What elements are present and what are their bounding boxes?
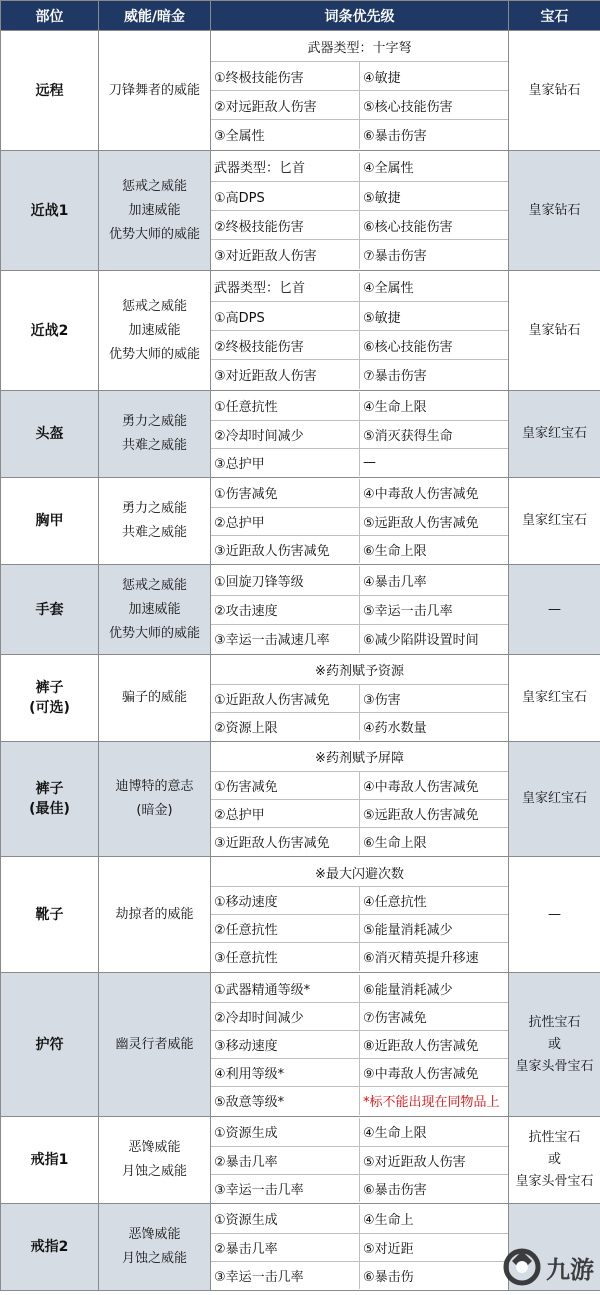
gem-name: 皇家头骨宝石: [515, 1058, 594, 1074]
priority-list: [211, 33, 508, 149]
priority-line: [211, 1003, 508, 1031]
priority-cell: [211, 1204, 509, 1291]
gem-cell: [509, 31, 600, 151]
gem-name: 皇家红宝石: [521, 791, 587, 806]
priority-cell: [211, 478, 509, 565]
part-cell: 头盔: [1, 391, 99, 478]
priority-list: [211, 743, 508, 855]
priority-cell: [211, 391, 509, 478]
priority-list: [211, 656, 508, 740]
affix-item: ④生命上: [360, 1205, 509, 1233]
power-name: 幽灵行者威能: [115, 1036, 194, 1052]
affix-item: ③移动速度: [211, 1031, 360, 1059]
affix-item: ⑥减少陷阱设置时间: [363, 633, 479, 649]
power-cell: [99, 565, 211, 655]
gem-name: 皇家钻石: [528, 202, 581, 218]
affix-item: ③任意抗性: [211, 943, 360, 971]
priority-line: [211, 33, 508, 62]
power-cell: [99, 742, 211, 857]
priority-note: ※最大闪避次数: [211, 859, 508, 887]
power-cell: [99, 151, 211, 271]
gem-name: 抗性宝石: [528, 1130, 581, 1145]
priority-line: [211, 915, 508, 943]
gem-cell: [509, 973, 600, 1117]
gem-name: 皇家钻石: [528, 82, 581, 98]
table-row: [1, 973, 600, 1117]
priority-line: [211, 799, 508, 827]
priority-line: [211, 153, 508, 182]
affix-item: ⑤能量消耗减少: [360, 915, 509, 943]
power-name: 加速威能: [128, 601, 181, 617]
affix-item: ⑤对近距: [360, 1233, 509, 1261]
affix-item: ③幸运一击几率: [211, 1261, 360, 1289]
gem-cell: [509, 271, 600, 391]
affix-item: ③近距敌人伤害减免: [211, 827, 360, 855]
jiuyou-logo-icon: [502, 1247, 542, 1287]
priority-cell: [211, 271, 509, 391]
part-cell: 远程: [1, 31, 99, 151]
power-name: 优势大师的威能: [108, 226, 200, 242]
affix-item: ⑤幸运一击几率: [360, 595, 509, 624]
affix-item: ⑤远距敌人伤害减免: [360, 799, 509, 827]
priority-line: [211, 1233, 508, 1261]
affix-item: ②终极技能伤害: [211, 331, 360, 360]
priority-line: [211, 624, 508, 653]
power-name: 骗子的威能: [121, 690, 187, 705]
priority-line: [211, 1261, 508, 1289]
priority-line: [211, 595, 508, 624]
affix-item: ⑦暴击伤害: [363, 248, 427, 264]
priority-line: [211, 273, 508, 302]
priority-line: [211, 887, 508, 915]
priority-cell: [211, 742, 509, 857]
power-cell: [99, 973, 211, 1117]
affix-item: ④生命上限: [360, 1118, 509, 1146]
priority-line: [211, 656, 508, 684]
affix-item: ④敏捷: [360, 62, 509, 91]
priority-line: [211, 392, 508, 420]
affix-item: ⑥暴击伤: [363, 1269, 414, 1285]
affix-item: ⑦伤害减免: [360, 1003, 509, 1031]
affix-item: ③对近距敌人伤害: [211, 240, 360, 269]
part-cell: 胸甲: [1, 478, 99, 565]
priority-cell: [211, 1117, 509, 1204]
affix-item: ⑥暴击伤害: [363, 1182, 427, 1198]
priority-line: [211, 1118, 508, 1146]
power-name: 勇力之威能: [121, 501, 187, 516]
priority-line: [211, 91, 508, 120]
power-name: 惩戒之威能: [121, 298, 187, 314]
table-body: [1, 31, 600, 1291]
affix-item: ⑦暴击伤害: [363, 368, 427, 384]
power-name: 惩戒之威能: [121, 178, 187, 194]
affix-item: ③对近距敌人伤害: [211, 360, 360, 389]
header-power: 威能/暗金: [99, 1, 211, 31]
table-row: [1, 857, 600, 973]
affix-item: ②总护甲: [211, 507, 360, 535]
affix-item: ③伤害: [360, 684, 509, 712]
priority-line: [211, 448, 508, 476]
affix-item: ④全属性: [360, 153, 509, 182]
affix-item: ②资源上限: [211, 712, 360, 740]
affix-item: ⑤敌意等级*: [211, 1087, 360, 1115]
priority-line: [211, 211, 508, 240]
gem-name: 皇家红宝石: [521, 690, 587, 705]
priority-line: [211, 479, 508, 507]
priority-list: [211, 392, 508, 476]
affix-item: ②攻击速度: [211, 595, 360, 624]
priority-line: [211, 743, 508, 771]
part-cell: 近战1: [1, 151, 99, 271]
affix-item: ③近距敌人伤害减免: [211, 535, 360, 563]
affix-item: ④任意抗性: [360, 887, 509, 915]
part-cell: 裤子 (最佳): [1, 742, 99, 857]
affix-item: ⑥生命上限: [363, 835, 427, 851]
affix-item: ①伤害减免: [211, 771, 360, 799]
part-cell: 戒指1: [1, 1117, 99, 1204]
affix-item: 武器类型：匕首: [211, 273, 360, 302]
priority-cell: [211, 31, 509, 151]
power-cell: [99, 1117, 211, 1204]
priority-line: [211, 771, 508, 799]
priority-line: [211, 62, 508, 91]
affix-item: ⑤敏捷: [360, 302, 509, 331]
table-row: [1, 742, 600, 857]
affix-item: ①资源生成: [211, 1118, 360, 1146]
gem-cell: [509, 391, 600, 478]
affix-item: ⑧近距敌人伤害减免: [360, 1031, 509, 1059]
table-row: [1, 655, 600, 742]
affix-item: ③全属性: [211, 120, 360, 149]
priority-line: [211, 1205, 508, 1233]
affix-item: ④药水数量: [363, 720, 427, 736]
priority-line: [211, 507, 508, 535]
watermark-text: 九游: [546, 1255, 594, 1284]
gem-cell: [509, 151, 600, 271]
priority-line: [211, 331, 508, 360]
priority-line: [211, 827, 508, 855]
power-cell: [99, 655, 211, 742]
part-cell: 护符: [1, 973, 99, 1117]
affix-item: ①资源生成: [211, 1205, 360, 1233]
priority-line: [211, 859, 508, 887]
affix-item: ④中毒敌人伤害减免: [360, 771, 509, 799]
gem-name: 皇家红宝石: [521, 513, 587, 528]
affix-item: ⑥暴击伤害: [363, 128, 427, 144]
table-header: [1, 1, 600, 31]
affix-item: ②暴击几率: [211, 1146, 360, 1174]
table-row: [1, 151, 600, 271]
affix-item: ⑥生命上限: [363, 543, 427, 559]
table-row: [1, 271, 600, 391]
affix-item: ①高DPS: [211, 302, 360, 331]
affix-item: ④全属性: [360, 273, 509, 302]
affix-item: ②暴击几率: [211, 1233, 360, 1261]
gem-cell: [509, 857, 600, 973]
power-name: 优势大师的威能: [108, 346, 200, 362]
affix-item: ①高DPS: [211, 182, 360, 211]
affix-item: ②对远距敌人伤害: [211, 91, 360, 120]
table-row: [1, 31, 600, 151]
power-cell: [99, 31, 211, 151]
priority-line: [211, 420, 508, 448]
affix-item: ②任意抗性: [211, 915, 360, 943]
priority-list: [211, 479, 508, 563]
table-row: [1, 565, 600, 655]
affix-item: ①移动速度: [211, 887, 360, 915]
priority-note: ※药剂赋予资源: [211, 656, 508, 684]
affix-item: ①回旋刀锋等级: [211, 566, 360, 595]
gem-name: 皇家头骨宝石: [515, 1174, 594, 1189]
gem-name: 皇家钻石: [528, 322, 581, 338]
priority-list: [211, 273, 508, 389]
power-cell: [99, 857, 211, 973]
affix-item: ⑥消灭精英提升移速: [363, 951, 479, 967]
priority-line: [211, 535, 508, 563]
priority-line: [211, 302, 508, 331]
priority-line: [211, 1087, 508, 1115]
priority-cell: [211, 973, 509, 1117]
affix-item: ③幸运一击减速几率: [211, 624, 360, 653]
priority-cell: [211, 151, 509, 271]
affix-item: ⑥能量消耗减少: [360, 975, 509, 1003]
affix-item: ③幸运一击几率: [211, 1174, 360, 1202]
power-name: 优势大师的威能: [108, 625, 200, 641]
affix-item: ②终极技能伤害: [211, 211, 360, 240]
part-cell: 近战2: [1, 271, 99, 391]
affix-item: ④利用等级*: [211, 1059, 360, 1087]
affix-item: —: [363, 454, 376, 470]
power-name: 共难之威能: [121, 525, 187, 540]
priority-line: [211, 1174, 508, 1202]
priority-line: [211, 1031, 508, 1059]
affix-item: ④暴击几率: [360, 566, 509, 595]
affix-item: ①任意抗性: [211, 392, 360, 420]
affix-item: ③总护甲: [211, 448, 360, 476]
power-name: 惩戒之威能: [121, 577, 187, 593]
table-row: [1, 391, 600, 478]
affix-item: ⑨中毒敌人伤害减免: [360, 1059, 509, 1087]
power-name: 加速威能: [128, 202, 181, 218]
priority-line: [211, 360, 508, 389]
affix-item: ①伤害减免: [211, 479, 360, 507]
power-name: 劫掠者的威能: [115, 906, 194, 922]
gem-name: 抗性宝石: [528, 1014, 581, 1030]
affix-item: ⑥核心技能伤害: [360, 211, 509, 240]
affix-item: ⑥核心技能伤害: [360, 331, 509, 360]
part-cell: 戒指2: [1, 1204, 99, 1291]
affix-item: ①近距敌人伤害减免: [211, 684, 360, 712]
priority-cell: [211, 857, 509, 973]
power-cell: [99, 391, 211, 478]
power-name: 共难之威能: [121, 438, 187, 453]
priority-line: [211, 120, 508, 149]
affix-item: ⑤远距敌人伤害减免: [360, 507, 509, 535]
power-name: 恶馋威能: [128, 1227, 181, 1242]
gem-cell: [509, 1117, 600, 1204]
affix-item: ①武器精通等级*: [211, 975, 360, 1003]
priority-line: [211, 182, 508, 211]
priority-list: [211, 1118, 508, 1202]
part-cell: 手套: [1, 565, 99, 655]
priority-list: [211, 566, 508, 653]
priority-cell: [211, 565, 509, 655]
priority-note: ※药剂赋予屏障: [211, 743, 508, 771]
affix-item: 武器类型：匕首: [211, 153, 360, 182]
affix-item: ④生命上限: [360, 392, 509, 420]
power-name: (暗金): [136, 803, 173, 818]
priority-line: [211, 712, 508, 740]
affix-item: ④中毒敌人伤害减免: [360, 479, 509, 507]
priority-line: [211, 1059, 508, 1087]
header-priority: 词条优先级: [211, 1, 509, 31]
power-name: 迪博特的意志: [115, 779, 194, 794]
watermark: [502, 1247, 594, 1287]
priority-line: [211, 1146, 508, 1174]
gem-name: —: [548, 906, 561, 922]
affix-item: ②总护甲: [211, 799, 360, 827]
power-cell: [99, 271, 211, 391]
power-name: 月蚀之威能: [121, 1164, 187, 1179]
gem-name: 或: [547, 1152, 561, 1167]
affix-item: ①终极技能伤害: [211, 62, 360, 91]
priority-line: [211, 975, 508, 1003]
affix-item: ⑤敏捷: [360, 182, 509, 211]
affix-item: ⑤核心技能伤害: [360, 91, 509, 120]
gem-name: 皇家红宝石: [521, 426, 587, 441]
gem-name: 或: [547, 1036, 561, 1052]
power-cell: [99, 1204, 211, 1291]
power-name: 月蚀之威能: [121, 1251, 187, 1266]
priority-list: [211, 859, 508, 971]
part-cell: 裤子 (可选): [1, 655, 99, 742]
affix-item: ②冷却时间减少: [211, 420, 360, 448]
power-cell: [99, 478, 211, 565]
priority-list: [211, 975, 508, 1115]
affix-item: ②冷却时间减少: [211, 1003, 360, 1031]
affix-item: ⑤消灭获得生命: [360, 420, 509, 448]
gem-cell: [509, 565, 600, 655]
power-name: 勇力之威能: [121, 414, 187, 429]
gem-cell: [509, 655, 600, 742]
power-name: 恶馋威能: [128, 1140, 181, 1155]
priority-line: [211, 943, 508, 971]
power-name: 刀锋舞者的威能: [108, 82, 200, 98]
priority-line: [211, 566, 508, 595]
header-part: 部位: [1, 1, 99, 31]
exclusion-note: *标不能出现在同物品上: [363, 1095, 500, 1111]
priority-line: [211, 240, 508, 269]
priority-cell: [211, 655, 509, 742]
priority-list: [211, 153, 508, 269]
part-cell: 靴子: [1, 857, 99, 973]
power-name: 加速威能: [128, 322, 181, 338]
priority-line: [211, 684, 508, 712]
priority-list: [211, 1205, 508, 1289]
gem-cell: [509, 742, 600, 857]
gem-name: —: [548, 601, 561, 617]
gem-cell: [509, 478, 600, 565]
table-row: [1, 1117, 600, 1204]
table-row: [1, 478, 600, 565]
priority-note: 武器类型：十字弩: [211, 33, 508, 62]
affix-item: ⑤对近距敌人伤害: [360, 1146, 509, 1174]
header-gem: 宝石: [509, 1, 600, 31]
